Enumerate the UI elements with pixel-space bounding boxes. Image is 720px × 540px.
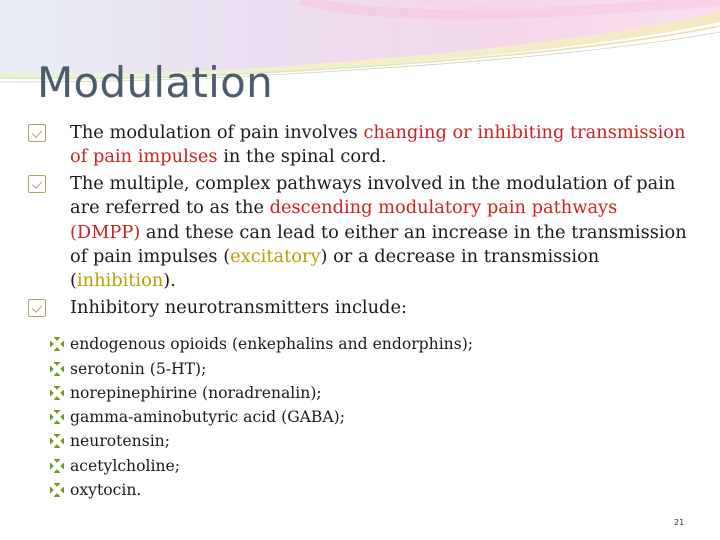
- diamond-icon: [50, 337, 64, 351]
- list-item: [50, 454, 688, 478]
- paragraph-text: The multiple, complex pathways involved in the modulation of pain are referred to as the: [70, 172, 676, 219]
- list-item-text: acetylcholine;: [70, 456, 180, 475]
- list-item-text: gamma-aminobutyric acid (GABA);: [70, 408, 345, 427]
- checkbox-icon: [28, 299, 46, 317]
- diamond-icon: [50, 386, 64, 400]
- diamond-icon: [50, 410, 64, 424]
- diamond-icon: [50, 483, 64, 497]
- paragraph-text: The modulation of pain involves: [70, 122, 364, 143]
- highlighted-text: changing or inhibiting transmission of pain impulses: [70, 122, 686, 168]
- bullet-paragraph: [28, 296, 688, 320]
- list-item: [50, 405, 688, 429]
- list-item-text: oxytocin.: [70, 481, 142, 500]
- highlighted-text: excitatory: [230, 246, 321, 268]
- paragraph-text: and these can lead to either an increase in the transmission of pain impulses (: [70, 221, 687, 268]
- list-item: [50, 381, 688, 405]
- list-item: [50, 357, 688, 381]
- page-number: 21: [674, 518, 685, 527]
- list-item-text: norepinephirine (noradrenalin);: [70, 383, 322, 402]
- list-item-text: neurotensin;: [70, 432, 170, 451]
- paragraph-text: Inhibitory neurotransmitters include:: [70, 296, 407, 318]
- paragraph-text: in the spinal cord.: [217, 146, 387, 168]
- list-item: [50, 478, 688, 502]
- neurotransmitter-list: [28, 332, 688, 502]
- list-item: [50, 429, 688, 453]
- checkbox-icon: [28, 175, 46, 193]
- list-item-text: serotonin (5-HT);: [70, 359, 207, 378]
- highlighted-text: inhibition: [76, 270, 164, 292]
- checkbox-icon: [28, 124, 46, 142]
- bullet-paragraph: [28, 121, 688, 170]
- highlighted-text: descending modulatory pain pathways (DMPP): [70, 197, 618, 243]
- slide-content: [28, 121, 688, 502]
- slide-title: Modulation: [37, 58, 274, 107]
- diamond-icon: [50, 434, 64, 448]
- diamond-icon: [50, 362, 64, 376]
- paragraph-text: ) or a decrease in transmission (: [70, 246, 600, 292]
- paragraph-list: [28, 121, 688, 320]
- diamond-icon: [50, 459, 64, 473]
- list-item: [50, 332, 688, 356]
- bullet-paragraph: [28, 172, 688, 294]
- paragraph-text: ).: [163, 270, 176, 292]
- list-item-text: endogenous opioids (enkephalins and endorphins);: [70, 335, 474, 354]
